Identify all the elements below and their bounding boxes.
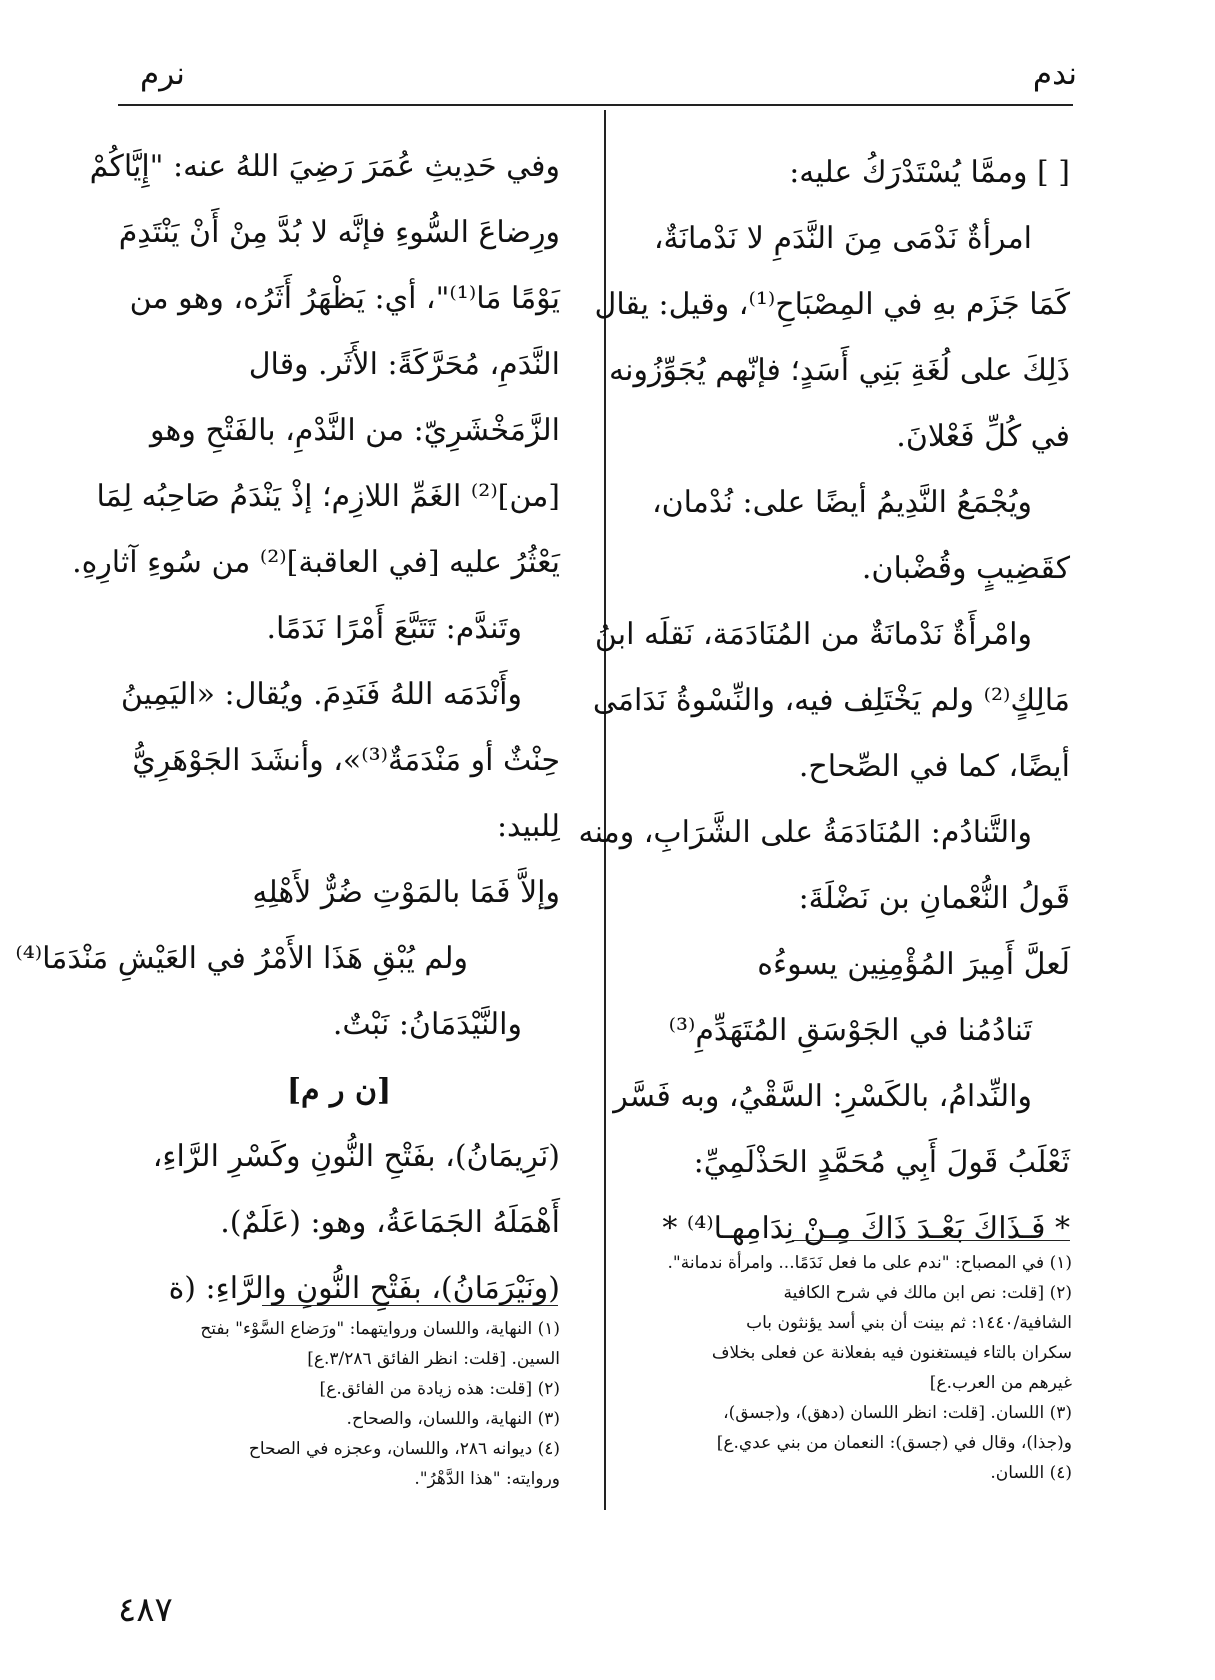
text-line: في كُلِّ فَعْلانَ. bbox=[896, 419, 1070, 454]
left-column bbox=[15, 134, 560, 1322]
text-line: لِلبيد: bbox=[496, 809, 560, 844]
text-line: والتَّنادُم: المُنَادَمَةُ على الشَّرَابِ، ومنه bbox=[578, 815, 1032, 850]
text-line: النَّدَمِ، مُحَرَّكَةً: الأَثَر. وقال bbox=[248, 347, 560, 382]
text-line: والنَّيْدَمَانُ: نَبْتٌ. bbox=[332, 1007, 522, 1042]
verse-line: تَنادُمُنا في الجَوْسَقِ المُتَهَدِّمِ⁽³⁾ bbox=[668, 1013, 1032, 1048]
footnote-line: غيرهم من العرب.ع] bbox=[929, 1373, 1072, 1393]
verse-line: لَعلَّ أَمِيرَ المُؤْمِنِين يسوءُه bbox=[757, 947, 1070, 982]
text-line: [ ] وممَّا يُسْتَدْرَكُ عليه: bbox=[789, 155, 1070, 190]
text-line: الزَّمَخْشَرِيّ: من النَّدْمِ، بالفَتْحِ وهو bbox=[150, 413, 560, 448]
verse-line: وإلاَّ فَمَا بالمَوْتِ ضُرٌّ لأَهْلِهِ bbox=[252, 875, 560, 910]
footnote-rule-right bbox=[792, 1240, 1070, 1241]
text-line: مَالِكٍ⁽²⁾ ولم يَخْتَلِف فيه، والنِّسْوةُ نَدَامَى bbox=[592, 683, 1070, 718]
text-line: ذَلِكَ على لُغَةِ بَنِي أَسَدٍ؛ فإنّهم يُجَوِّزُونه bbox=[609, 353, 1070, 388]
text-line: وامْرأَةٌ نَدْمانَةٌ من المُنَادَمَة، نَقلَه ابنُ bbox=[594, 617, 1032, 652]
footnote-line: (٢) [قلت: نص ابن مالك في شرح الكافية bbox=[783, 1283, 1072, 1303]
header-left-word: نرم bbox=[140, 56, 185, 92]
entry-heading: [ن ر م] bbox=[286, 1073, 392, 1108]
footnote-line: (٢) [قلت: هذه زيادة من الفائق.ع] bbox=[319, 1379, 560, 1399]
footnote-line: (٤) ديوانه ٢٨٦، واللسان، وعجزه في الصحاح bbox=[248, 1439, 560, 1459]
header-rule bbox=[118, 104, 1073, 106]
verse-line: * فَـذَاكَ بَعْـدَ ذَاكَ مِـنْ نِدَامِهـا⁽⁴⁾ * bbox=[662, 1211, 1070, 1246]
text-line: (نَرِيمَانُ)، بفَتْحِ النُّونِ وكَسْرِ الرَّاءِ، bbox=[152, 1139, 560, 1174]
text-line: يَوْمًا مَا⁽¹⁾"، أي: يَظْهَرُ أَثَرُه، وهو من bbox=[129, 281, 560, 316]
text-line: وتَندَّم: تَتَبَّعَ أَمْرًا نَدَمًا. bbox=[266, 611, 522, 646]
footnote-line: السين. [قلت: انظر الفائق ٣/٢٨٦.ع] bbox=[307, 1349, 560, 1369]
text-line: (ونَيْرَمَانُ)، بفَتْحِ النُّونِ والرَّاءِ: (ة bbox=[168, 1271, 560, 1306]
footnote-line: (١) في المصباح: "ندم على ما فعل نَدَمًا... وامرأة ندمانة". bbox=[667, 1253, 1072, 1273]
footnote-line: (٤) اللسان. bbox=[990, 1463, 1072, 1483]
text-line: وفي حَدِيثِ عُمَرَ رَضِيَ اللهُ عنه: "إِيَّاكُمْ bbox=[89, 149, 560, 184]
text-line: ويُجْمَعُ النَّدِيمُ أيضًا على: نُدْمان، bbox=[651, 485, 1032, 520]
text-line: حِنْثٌ أو مَنْدَمَةٌ⁽³⁾»، وأنشَدَ الجَوْهَرِيُّ bbox=[132, 743, 560, 778]
text-line: والنِّدامُ، بالكَسْرِ: السَّقْيُ، وبه فَسَّر bbox=[613, 1079, 1032, 1114]
footnote-line: سكران بالتاء فيستغنون فيه بفعلانة عن فعلى بخلاف bbox=[711, 1343, 1072, 1363]
text-line: أَهْمَلَهُ الجَمَاعَةُ، وهو: (عَلَمٌ). bbox=[220, 1205, 560, 1240]
text-line: امرأةٌ نَدْمَى مِنَ النَّدَمِ لا نَدْمانَةٌ، bbox=[653, 221, 1032, 256]
footnote-line: وروايته: "هذا الدَّهْرُ". bbox=[414, 1469, 560, 1489]
right-column bbox=[578, 140, 1070, 1262]
footnotes-left bbox=[118, 1314, 560, 1494]
page-number: ٤٨٧ bbox=[118, 1590, 173, 1630]
text-line: ثَعْلَبُ قَولَ أَبِي مُحَمَّدٍ الحَذْلَمِيِّ: bbox=[693, 1145, 1070, 1180]
text-line: كقَضِيبٍ وقُضْبان. bbox=[861, 551, 1070, 586]
footnote-rule-left bbox=[262, 1305, 558, 1306]
text-line: [من]⁽²⁾ الغَمِّ اللازِم؛ إذْ يَنْدَمُ صَاحِبُه لِمَا bbox=[96, 479, 560, 514]
header-right-word: ندم bbox=[1032, 56, 1077, 92]
text-line: أيضًا، كما في الصِّحاح. bbox=[798, 749, 1070, 784]
footnote-line: (٣) النهاية، واللسان، والصحاح. bbox=[346, 1409, 560, 1429]
footnotes-right bbox=[632, 1248, 1072, 1488]
text-line: قَولُ النُّعْمانِ بن نَضْلَةَ: bbox=[798, 881, 1070, 916]
footnote-line: (١) النهاية، واللسان وروايتهما: "ورَضاع السَّوْء" بفتح bbox=[200, 1319, 560, 1339]
footnote-line: و(جذا)، وقال في (جسق): النعمان من بني عدي.ع] bbox=[716, 1433, 1072, 1453]
footnote-line: الشافية/١٤٤٠: ثم بينت أن بني أسد يؤنثون باب bbox=[746, 1313, 1072, 1333]
verse-line: ولم يُبْقِ هَذَا الأَمْرُ في العَيْشِ مَنْدَمَا⁽⁴⁾ bbox=[15, 941, 468, 976]
footnote-line: (٣) اللسان. [قلت: انظر اللسان (دهق)، و(جسق)، bbox=[723, 1403, 1072, 1423]
text-line: كَمَا جَزَم بهِ في المِصْبَاحِ⁽¹⁾، وقيل: يقال bbox=[594, 287, 1070, 322]
text-line: وأَنْدَمَه اللهُ فَنَدِمَ. ويُقال: «اليَمِينُ bbox=[120, 677, 522, 712]
text-line: يَعْثُرُ عليه [في العاقبة]⁽²⁾ من سُوءِ آثارِهِ. bbox=[72, 545, 560, 580]
text-line: ورِضاعَ السُّوءِ فإنَّه لا بُدَّ مِنْ أَنْ يَنْتَدِمَ bbox=[118, 215, 560, 250]
